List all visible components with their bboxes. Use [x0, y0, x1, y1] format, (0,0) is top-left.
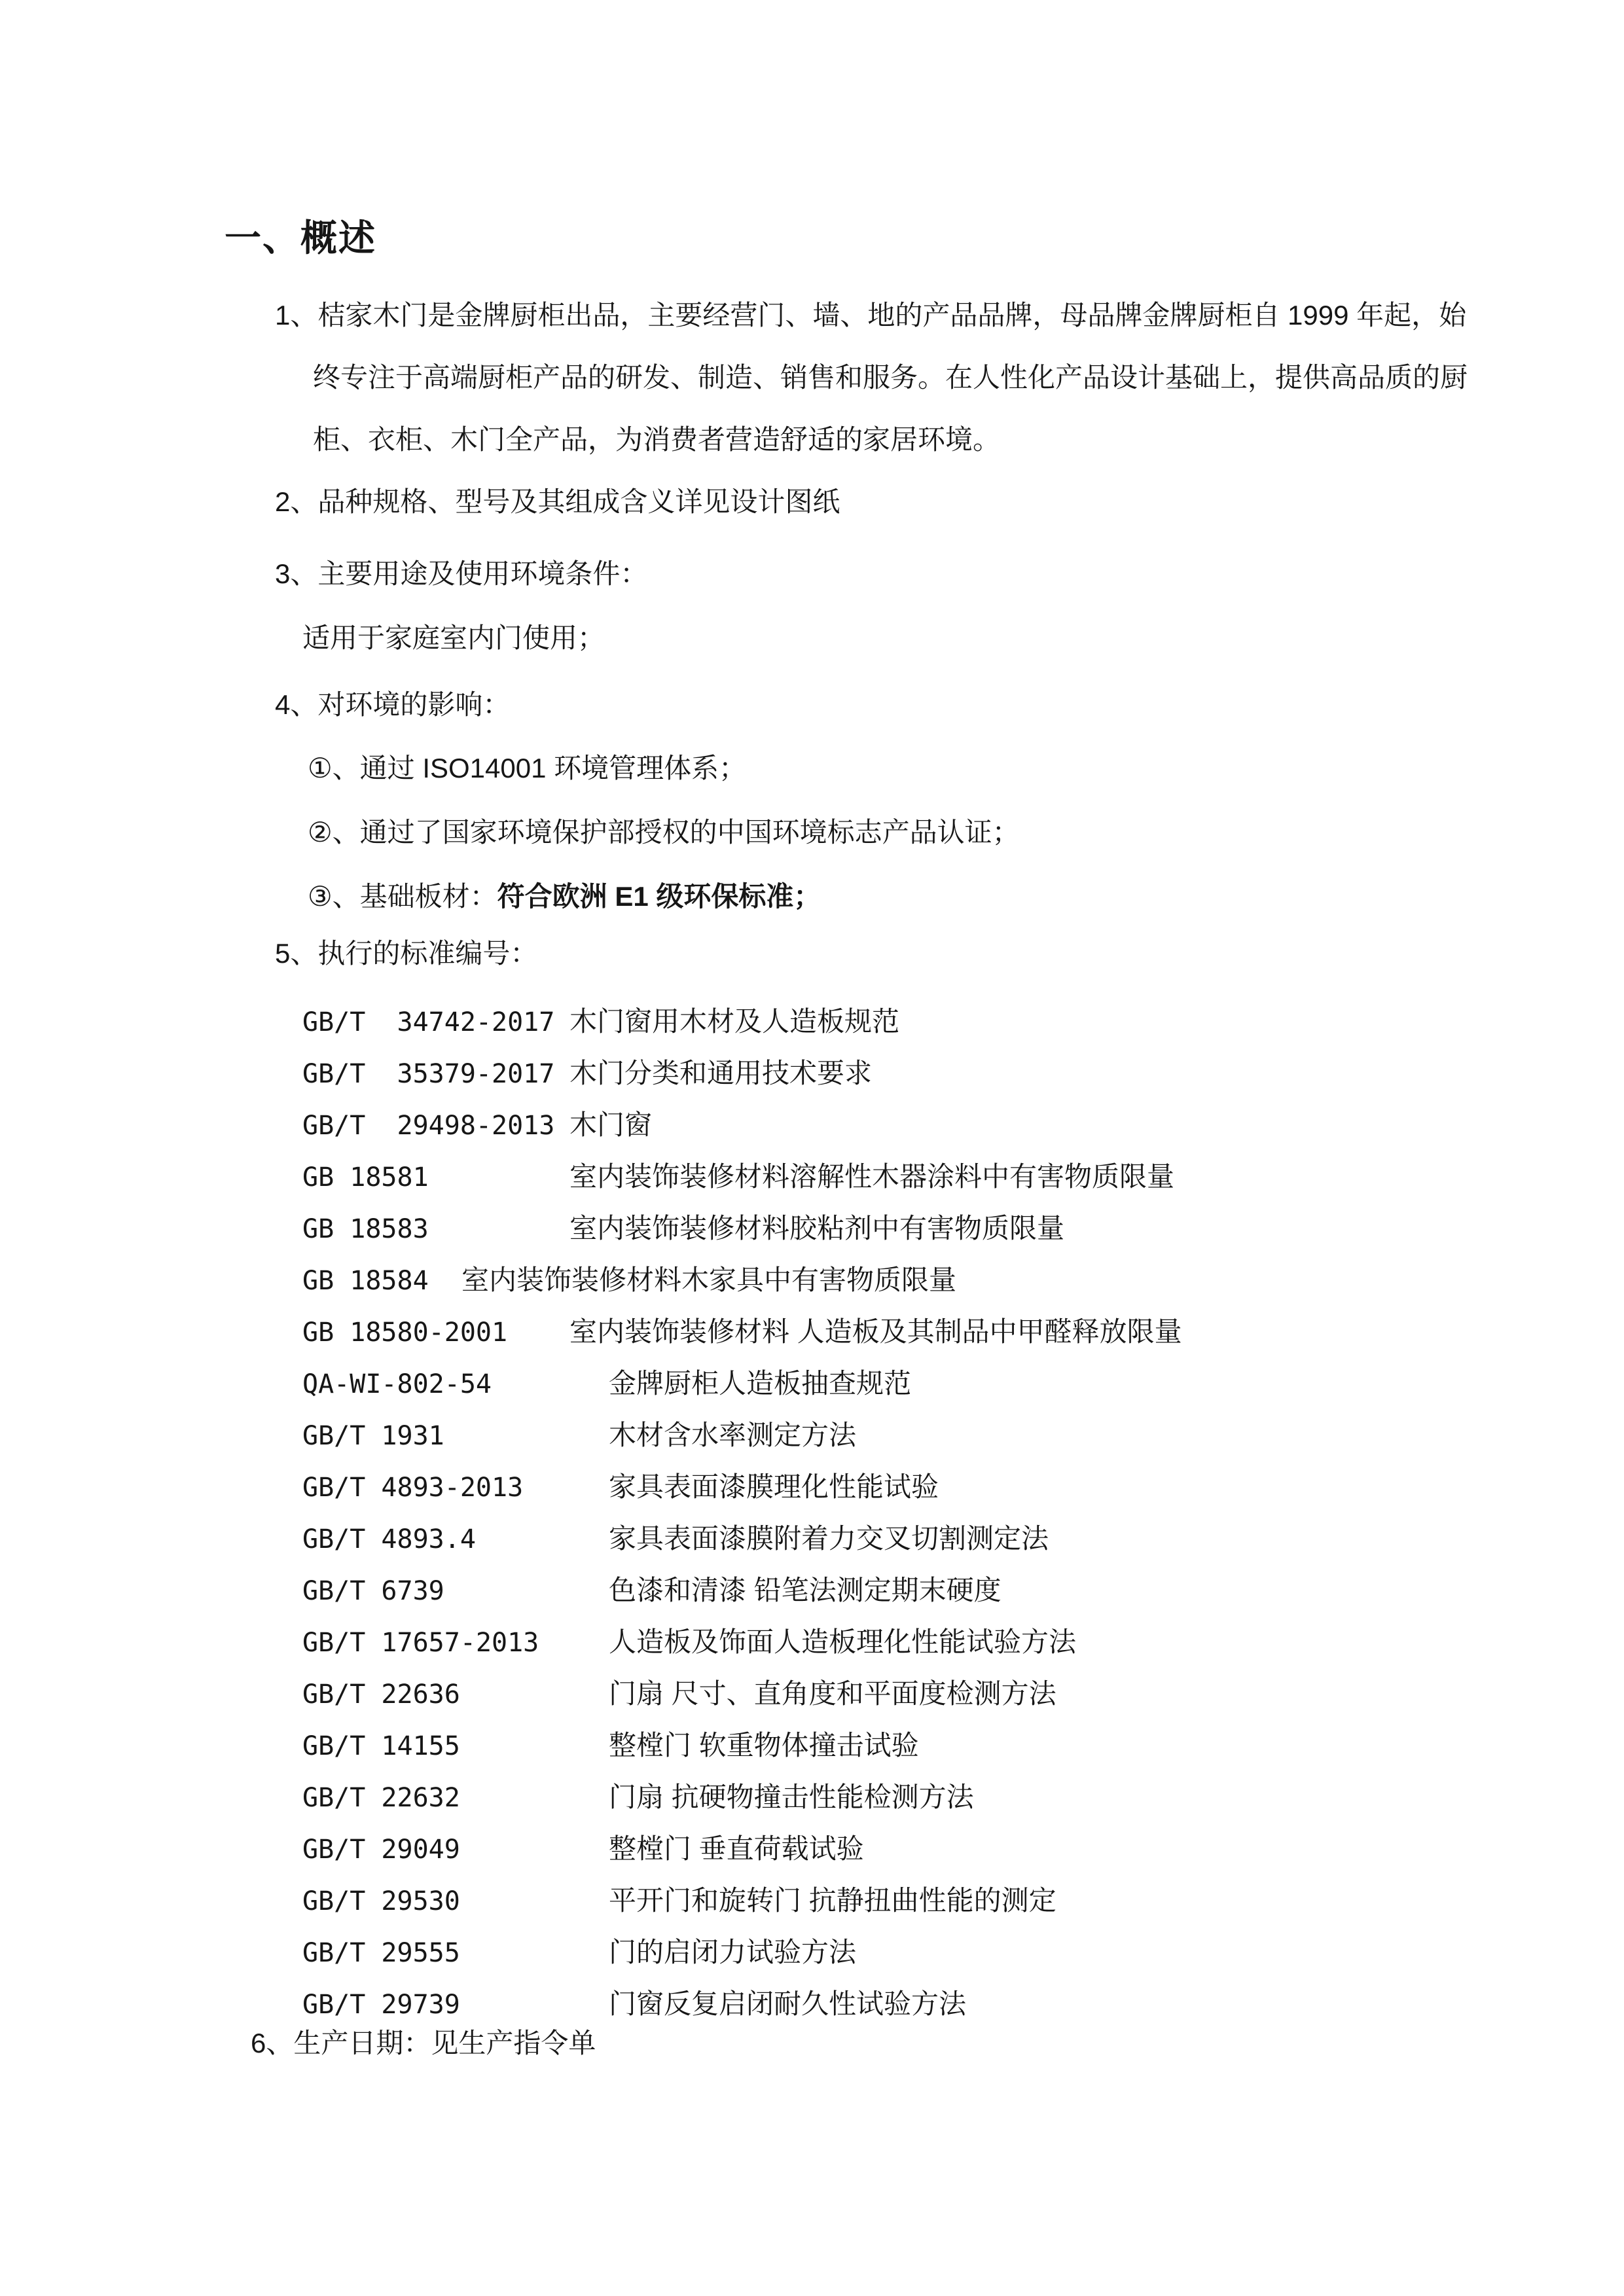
standard-row [302, 1874, 1182, 1926]
env-point [308, 800, 1020, 865]
env-point-text: ②、通过了国家环境保护部授权的中国环境标志产品认证； [308, 817, 1020, 848]
standard-name: 人造板及饰面人造板理化性能试验方法 [609, 1626, 1077, 1657]
standard-row [302, 1202, 1182, 1254]
intro-paragraph [275, 284, 1468, 471]
env-point [308, 865, 1020, 929]
standard-row [302, 1099, 1182, 1151]
env-point-text: ③、基础板材： [308, 881, 497, 912]
standard-row [302, 1357, 1182, 1409]
standard-code: GB 18583 [302, 1214, 429, 1244]
standard-code: GB 18584 [302, 1266, 429, 1296]
standard-code: GB 18581 [302, 1162, 429, 1193]
standard-row [302, 1461, 1182, 1513]
standard-row [302, 1513, 1182, 1564]
intro-line: 终专注于高端厨柜产品的研发、制造、销售和服务。在人性化产品设计基础上，提供高品质的厨 [313, 362, 1468, 393]
standard-row [302, 1151, 1182, 1202]
env-point [308, 736, 1020, 800]
standard-row [302, 1978, 1182, 2030]
standard-row [302, 1668, 1182, 1719]
standard-code: GB 18580-2001 [302, 1318, 508, 1348]
standard-name: 整樘门 软重物体撞击试验 [609, 1730, 919, 1761]
standard-row [302, 1926, 1182, 1978]
standard-name: 室内装饰装修材料 人造板及其制品中甲醛释放限量 [569, 1316, 1182, 1347]
standard-row [302, 1564, 1182, 1616]
production-date-line: 6、生产日期：见生产指令单 [251, 2028, 596, 2058]
standard-code: GB/T 29498-2013 [302, 1111, 555, 1141]
standard-code: GB/T 1931 [302, 1421, 444, 1451]
standard-name: 室内装饰装修材料溶解性木器涂料中有害物质限量 [569, 1161, 1175, 1192]
section-heading: 一、概述 [225, 217, 376, 259]
standard-name: 木门窗用木材及人造板规范 [569, 1006, 900, 1037]
standard-name: 家具表面漆膜附着力交叉切割测定法 [609, 1523, 1049, 1554]
list-item-2: 2、品种规格、型号及其组成含义详见设计图纸 [275, 486, 840, 517]
standard-code: GB/T 4893.4 [302, 1524, 476, 1554]
standard-name: 金牌厨柜人造板抽查规范 [609, 1368, 912, 1399]
standard-name: 木材含水率测定方法 [609, 1420, 857, 1450]
standard-code: GB/T 34742-2017 [302, 1007, 555, 1037]
standard-row [302, 1254, 1182, 1306]
environment-points-list [308, 736, 1020, 929]
standard-name: 平开门和旋转门 抗静扭曲性能的测定 [609, 1885, 1056, 1916]
standard-code: QA-WI-802-54 [302, 1369, 492, 1399]
standard-name: 木门分类和通用技术要求 [569, 1058, 873, 1088]
env-point-text: ①、通过 ISO14001 环境管理体系； [308, 753, 747, 783]
standard-name: 门扇 抗硬物撞击性能检测方法 [609, 1782, 974, 1812]
standard-code: GB/T 22636 [302, 1679, 460, 1710]
standard-code: GB/T 29530 [302, 1886, 460, 1916]
standard-code: GB/T 29739 [302, 1990, 460, 2020]
standard-row [302, 1823, 1182, 1874]
standard-name: 色漆和清漆 铅笔法测定期末硬度 [609, 1575, 1001, 1605]
standard-code: GB/T 14155 [302, 1731, 460, 1761]
list-item-3: 3、主要用途及使用环境条件： [275, 558, 648, 589]
standard-row [302, 1616, 1182, 1668]
standard-row [302, 1306, 1182, 1357]
standard-row [302, 1047, 1182, 1099]
standard-row [302, 1409, 1182, 1461]
env-point-bold-text: 符合欧洲 E1 级环保标准； [497, 881, 821, 912]
list-item-3-sub: 适用于家庭室内门使用； [302, 622, 605, 653]
standard-row [302, 1719, 1182, 1771]
intro-line: 柜、衣柜、木门全产品，为消费者营造舒适的家居环境。 [313, 424, 1001, 455]
standard-code: GB/T 4893-2013 [302, 1473, 524, 1503]
list-item-5: 5、执行的标准编号： [275, 938, 538, 969]
list-item-4: 4、对环境的影响： [275, 689, 511, 720]
standard-name: 室内装饰装修材料木家具中有害物质限量 [461, 1265, 957, 1295]
standards-list [302, 996, 1182, 2030]
standard-name: 门窗反复启闭耐久性试验方法 [609, 1988, 967, 2019]
standard-name: 家具表面漆膜理化性能试验 [609, 1471, 939, 1502]
standard-name: 整樘门 垂直荷载试验 [609, 1833, 864, 1864]
standard-code: GB/T 17657-2013 [302, 1628, 539, 1658]
standard-row [302, 1771, 1182, 1823]
standard-name: 木门窗 [569, 1109, 653, 1140]
standard-code: GB/T 29049 [302, 1835, 460, 1865]
standard-code: GB/T 6739 [302, 1576, 444, 1606]
standard-name: 室内装饰装修材料胶粘剂中有害物质限量 [569, 1213, 1065, 1244]
standard-row [302, 996, 1182, 1047]
intro-line: 1、桔家木门是金牌厨柜出品，主要经营门、墙、地的产品品牌，母品牌金牌厨柜自 1999 年起，始 [275, 300, 1467, 331]
standard-name: 门的启闭力试验方法 [609, 1937, 857, 1967]
standard-code: GB/T 29555 [302, 1938, 460, 1968]
standard-name: 门扇 尺寸、直角度和平面度检测方法 [609, 1678, 1056, 1709]
standard-code: GB/T 22632 [302, 1783, 460, 1813]
standard-code: GB/T 35379-2017 [302, 1059, 555, 1089]
